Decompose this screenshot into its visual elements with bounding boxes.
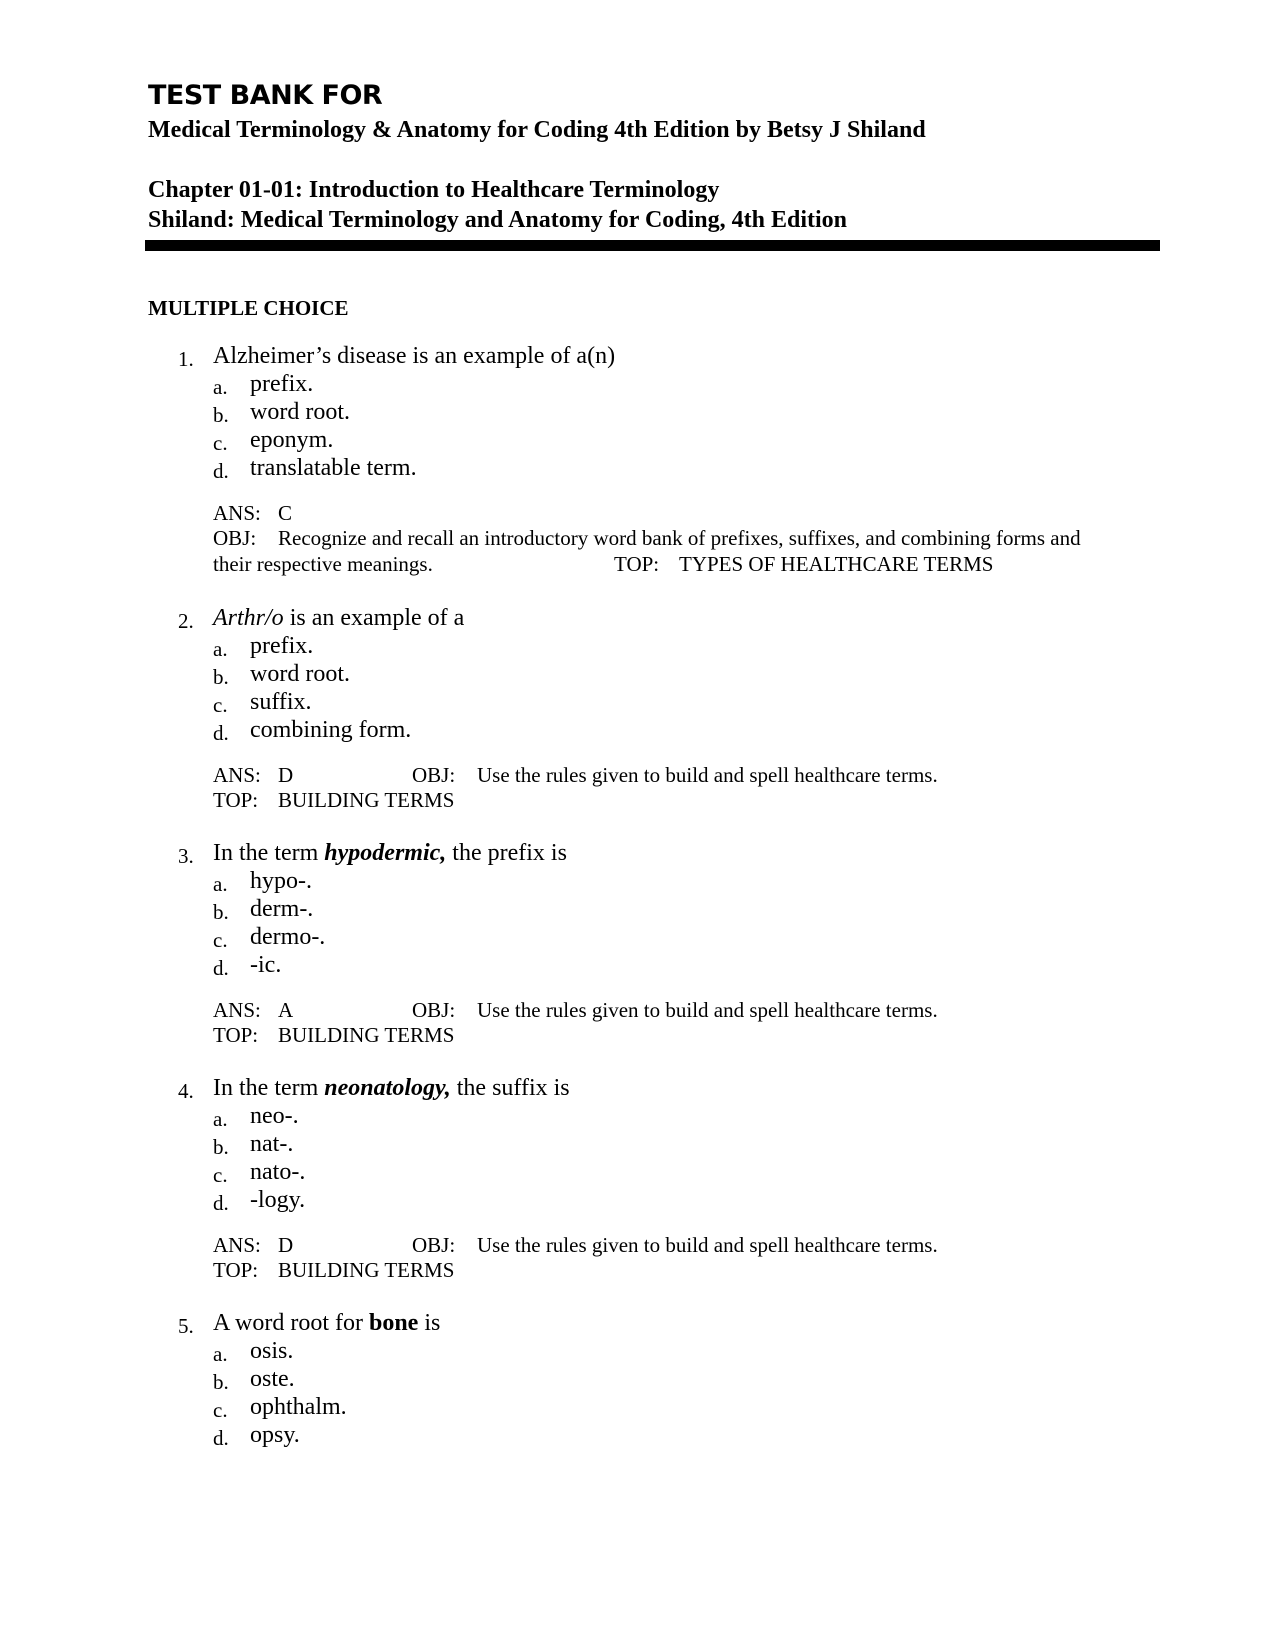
option-text: word root. <box>250 661 350 687</box>
question-stem: In the term hypodermic, the prefix is <box>213 840 567 866</box>
topic-line: TOP: BUILDING TERMS <box>213 788 455 812</box>
option-text: oste. <box>250 1366 295 1392</box>
option-letter: a. <box>213 637 228 661</box>
book-title: Medical Terminology & Anatomy for Coding 4th Edition by Betsy J Shiland <box>148 117 926 143</box>
book-subtitle: Shiland: Medical Terminology and Anatomy for Coding, 4th Edition <box>148 207 848 233</box>
option-letter: a. <box>213 1342 228 1366</box>
option-text: eponym. <box>250 427 334 453</box>
term-italic: Arthr/o <box>213 605 284 631</box>
option-text: -ic. <box>250 952 282 978</box>
option-letter: b. <box>213 1370 229 1394</box>
option-text: translatable term. <box>250 455 417 481</box>
option-letter: a. <box>213 1107 228 1131</box>
option-letter: d. <box>213 956 229 980</box>
answer-line: ANS: D <box>213 763 294 787</box>
option-letter: c. <box>213 693 228 717</box>
option-letter: c. <box>213 1163 228 1187</box>
question-number: 1. <box>178 347 194 371</box>
question-stem: Alzheimer’s disease is an example of a(n) <box>213 343 616 369</box>
section-heading: MULTIPLE CHOICE <box>148 296 349 320</box>
topic-line: TOP: TYPES OF HEALTHCARE TERMS <box>614 552 994 576</box>
option-text: osis. <box>250 1338 294 1364</box>
answer-line: ANS: D <box>213 1233 294 1257</box>
option-letter: a. <box>213 375 228 399</box>
option-text: opsy. <box>250 1422 300 1448</box>
objective-line: OBJ: Use the rules given to build and spell healthcare terms. <box>412 998 938 1022</box>
option-text: derm-. <box>250 896 314 922</box>
option-text: nat-. <box>250 1131 294 1157</box>
option-text: suffix. <box>250 689 312 715</box>
objective-line: OBJ: Use the rules given to build and spell healthcare terms. <box>412 1233 938 1257</box>
question-number: 2. <box>178 609 194 633</box>
option-letter: b. <box>213 900 229 924</box>
option-letter: c. <box>213 1398 228 1422</box>
option-letter: c. <box>213 928 228 952</box>
question-stem: Arthr/o is an example of a <box>213 605 465 631</box>
option-letter: b. <box>213 403 229 427</box>
option-letter: d. <box>213 721 229 745</box>
question-number: 5. <box>178 1314 194 1338</box>
question-stem: In the term neonatology, the suffix is <box>213 1075 570 1101</box>
option-text: neo-. <box>250 1103 299 1129</box>
term-bold-italic: neonatology, <box>324 1075 451 1101</box>
objective-line: OBJ: Use the rules given to build and spell healthcare terms. <box>412 763 938 787</box>
option-text: -logy. <box>250 1187 306 1213</box>
header-rule <box>145 240 1160 251</box>
option-letter: b. <box>213 665 229 689</box>
option-text: ophthalm. <box>250 1394 347 1420</box>
question-stem: A word root for bone is <box>213 1310 441 1336</box>
option-text: hypo-. <box>250 868 312 894</box>
topic-line: TOP: BUILDING TERMS <box>213 1258 455 1282</box>
objective-line: OBJ: Recognize and recall an introductory word bank of prefixes, suffixes, and combining forms and <box>213 526 1081 550</box>
option-text: combining form. <box>250 717 412 743</box>
option-letter: d. <box>213 459 229 483</box>
term-bold-italic: hypodermic, <box>324 840 447 866</box>
option-letter: c. <box>213 431 228 455</box>
answer-line: ANS: A <box>213 998 294 1022</box>
question-number: 4. <box>178 1079 194 1103</box>
option-text: dermo-. <box>250 924 326 950</box>
option-letter: d. <box>213 1426 229 1450</box>
option-text: nato-. <box>250 1159 306 1185</box>
chapter-title: Chapter 01-01: Introduction to Healthcare Terminology <box>148 177 720 203</box>
option-text: word root. <box>250 399 350 425</box>
option-letter: a. <box>213 872 228 896</box>
option-text: prefix. <box>250 633 314 659</box>
question-number: 3. <box>178 844 194 868</box>
answer-line: ANS: C <box>213 501 293 525</box>
topic-line: TOP: BUILDING TERMS <box>213 1023 455 1047</box>
option-text: prefix. <box>250 371 314 397</box>
option-letter: b. <box>213 1135 229 1159</box>
banner-heading: TEST BANK FOR <box>148 80 383 111</box>
option-letter: d. <box>213 1191 229 1215</box>
term-bold: bone <box>368 1310 419 1336</box>
objective-line-continued: their respective meanings. <box>213 552 433 576</box>
